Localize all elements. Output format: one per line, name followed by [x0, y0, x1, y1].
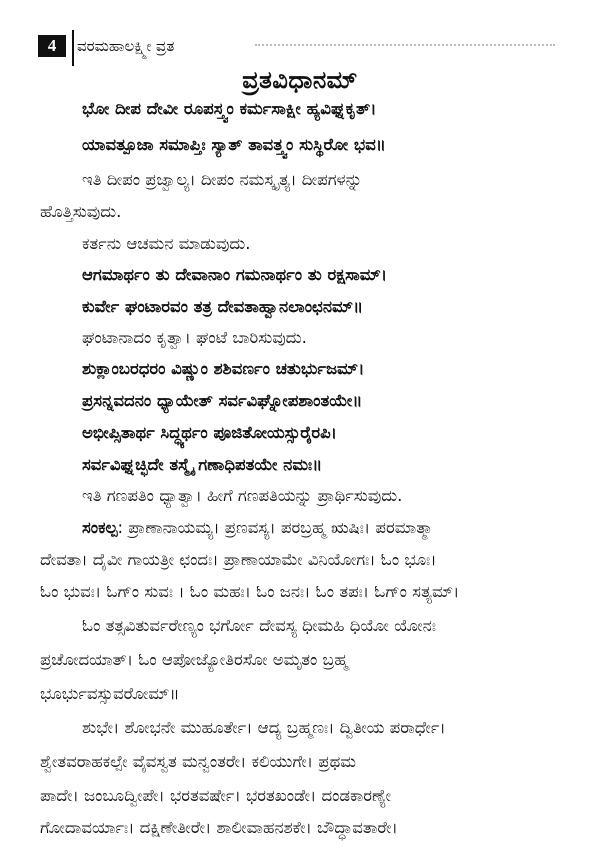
verse-line: ಆಗಮಾರ್ಥಂ ತು ದೇವಾನಾಂ ಗಮನಾರ್ಥಂ ತು ರಕ್ಷಸಾಮ್। — [82, 265, 388, 284]
text-line: ಪ್ರಚೋದಯಾತ್। ಓಂ ಆಪೋಜ್ಯೋತಿರಸೋ ಅಮೃತಂ ಬ್ರಹ್ಮ — [40, 650, 349, 669]
text-line: ಪಾದೇ। ಜಂಬೂದ್ವೀಪೇ। ಭರತವರ್ಷೇ। ಭರತಖಂಡೇ। ದಂಡಕಾರಣ್ಯೇ — [40, 786, 391, 805]
text-line: ಶುಭೇ। ಶೋಭನೇ ಮುಹೂರ್ತೇ। ಆದ್ಯ ಬ್ರಹ್ಮಣಃ। ದ್ವಿತೀಯ ಪರಾರ್ಧೇ। — [82, 718, 446, 737]
verse-line: ಯಾವತ್ಪೂಜಾ ಸಮಾಪ್ತಿಃ ಸ್ಯಾತ್ ತಾವತ್ತ್ವಂ ಸುಸ್ಥಿರೋ ಭವ॥ — [82, 135, 386, 154]
running-title: ವರಮಹಾಲಕ್ಷ್ಮೀ ವ್ರತ — [77, 37, 175, 55]
text-line: ಗೋದಾವರ್ಯಾಃ। ದಕ್ಷಿಣೇತೀರೇ। ಶಾಲೀವಾಹನಶಕೇ। ಬೌದ್ಧಾವತಾರೇ। — [40, 818, 398, 837]
verse-line: ಕುರ್ವೇ ಘಂಟಾರವಂ ತತ್ರ ದೇವತಾಹ್ವಾನಲಾಂಛನಮ್॥ — [82, 297, 364, 316]
verse-line: ಸರ್ವವಿಘ್ನಚ್ಛಿದೇ ತಸ್ಮೈ ಗಣಾಧಿಪತಯೇ ನಮಃ॥ — [82, 455, 323, 474]
verse-line: ಶುಕ್ಲಾಂಬರಧರಂ ವಿಷ್ಣುಂ ಶಶಿವರ್ಣಂ ಚತುರ್ಭುಜಮ್। — [82, 359, 365, 378]
section-title: ವ್ರತವಿಧಾನಮ್ — [242, 66, 358, 94]
text-line: ದೇವತಾ। ದೈವೀ ಗಾಯತ್ರೀ ಛಂದಃ। ಪ್ರಾಣಾಯಾಮೇ ವಿನಿಯೋಗಃ। ಓಂ ಭೂಃ। — [40, 550, 437, 569]
header-divider — [72, 30, 74, 66]
text-line: ಓಂ ಭುವಃ। ಓಗ್ಂ ಸುವಃ । ಓಂ ಮಹಃ। ಓಂ ಜನಃ। ಓಂ ತಪಃ। ಓಗ್ಂ ಸತ್ಯಮ್। — [40, 582, 460, 601]
text-line: ಓಂ ತತ್ಸವಿತುರ್ವರೇಣ್ಯಂ ಭರ್ಗೋ ದೇವಸ್ಯ ಧೀಮಹಿ ಧಿಯೋ ಯೋನಃ — [82, 616, 436, 635]
text-line: ಸಂಕಲ್ಪ: ಪ್ರಾಣಾನಾಯಮ್ಯ। ಪ್ರಣವಸ್ಯ। ಪರಬ್ರಹ್ಮ ಋಷಿಃ। ಪರಮಾತ್ಮಾ — [82, 518, 434, 537]
text-line: ಘಂಟಾನಾದಂ ಕೃತ್ವಾ। ಘಂಟೆ ಬಾರಿಸುವುದು. — [82, 328, 307, 347]
verse-line: ಅಭೀಪ್ಸಿತಾರ್ಥ ಸಿದ್ಧ್ಯರ್ಥಂ ಪೂಜಿತೋಯಸ್ಸುರೈರಪಿ। — [82, 423, 337, 442]
text-line: ಹೊತ್ತಿಸುವುದು. — [40, 202, 122, 221]
text-line: ಶ್ವೇತವರಾಹಕಲ್ಪೇ ವೈವಸ್ವತ ಮನ್ವಂತರೇ। ಕಲಿಯುಗೇ। ಪ್ರಥಮ — [40, 752, 356, 771]
header-rule — [255, 44, 555, 48]
text-line: ಭೂರ್ಭುವಸ್ಸುವರೋಮ್॥ — [40, 684, 180, 703]
page-number: 4 — [38, 35, 66, 57]
text-line: ಕರ್ತನು ಆಚಮನ ಮಾಡುವುದು. — [82, 234, 251, 253]
text-line: ಇತಿ ದೀಪಂ ಪ್ರಜ್ವಾಲ್ಯ। ದೀಪಂ ನಮಸ್ಕೃತ್ಯ। ದೀಪಗಳನ್ನು — [82, 170, 363, 189]
sankalpa-label: ಸಂಕಲ್ಪ — [82, 518, 118, 537]
text-line: ಇತಿ ಗಣಪತಿಂ ಧ್ಯಾತ್ವಾ। ಹೀಗೆ ಗಣಪತಿಯನ್ನು ಪ್ರಾರ್ಥಿಸುವುದು. — [82, 486, 403, 505]
verse-line: ಪ್ರಸನ್ನವದನಂ ಧ್ಯಾಯೇತ್ ಸರ್ವವಿಘ್ನೋಪಶಾಂತಯೇ॥ — [82, 391, 363, 410]
page-header — [38, 30, 174, 66]
verse-line: ಭೋ ದೀಪ ದೇವೀ ರೂಪಸ್ತ್ವಂ ಕರ್ಮಸಾಕ್ಷೀ ಹ್ಯವಿಘ್ನಕೃತ್। — [82, 99, 377, 118]
